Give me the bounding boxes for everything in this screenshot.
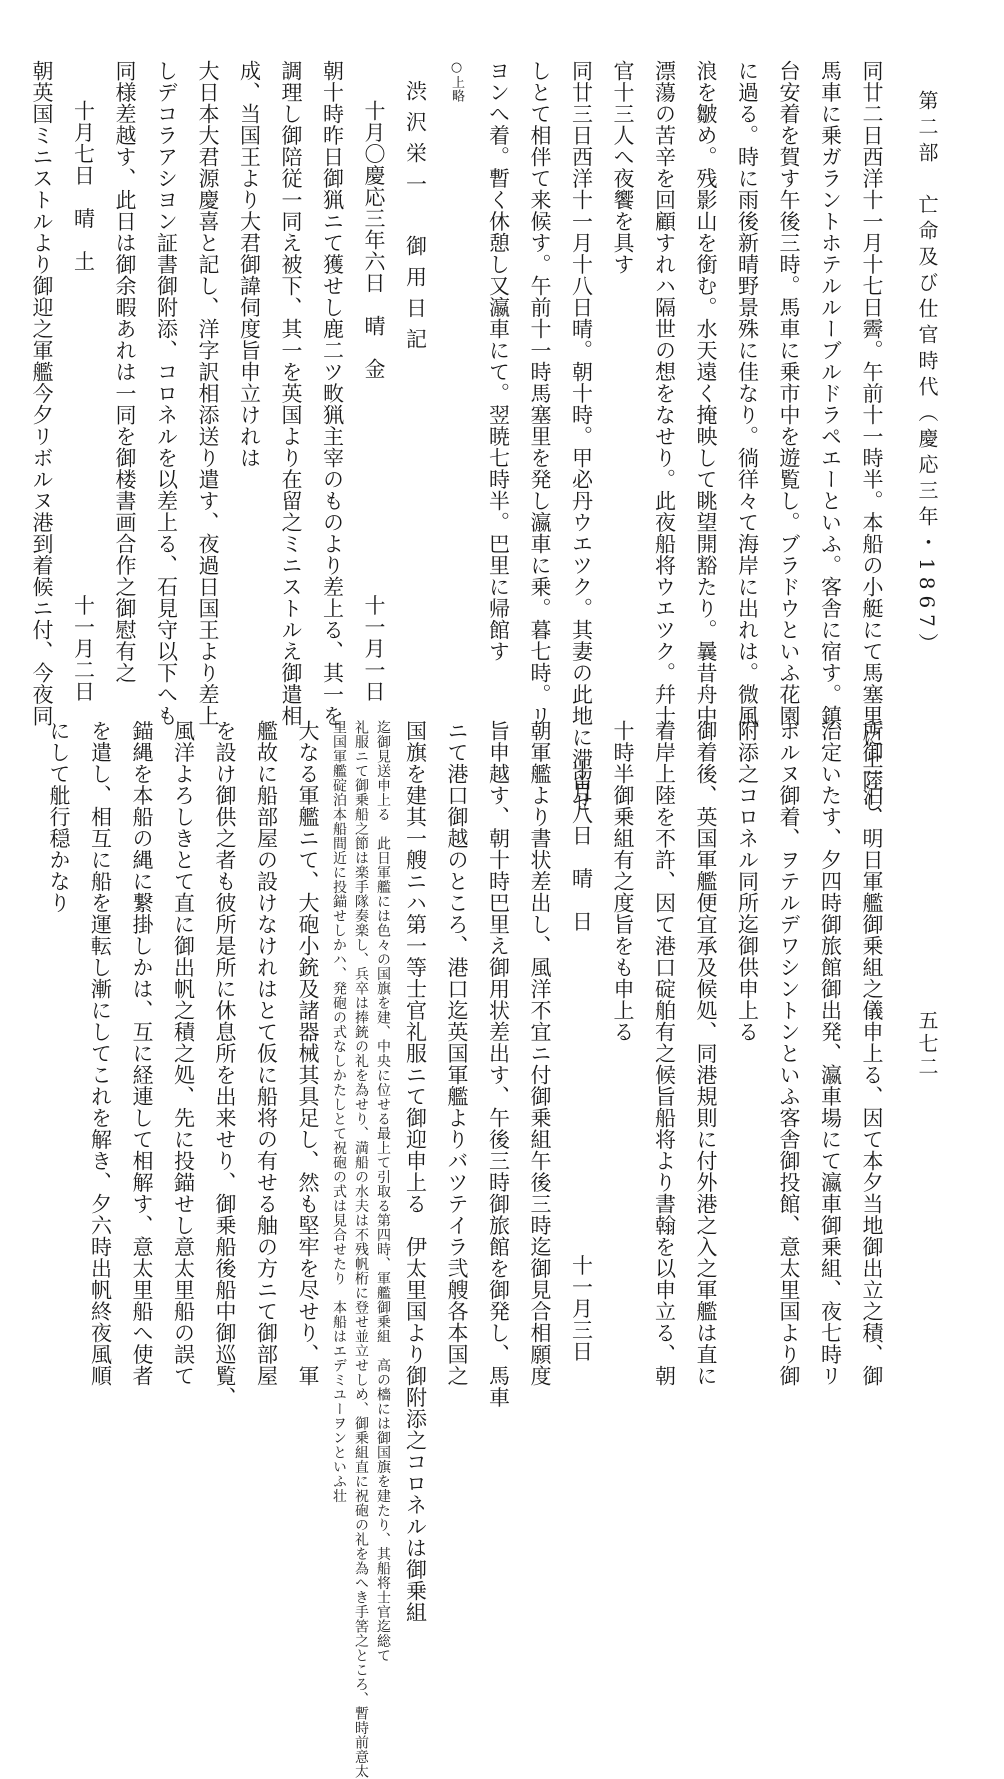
text-line: 官十三人へ夜饗を具す <box>611 60 635 275</box>
text-line: 漂蕩の苦辛を回顧すれハ隔世の想をなせり。此夜船将ウエツク。幷士 <box>652 60 677 727</box>
text-line: 台安着を賀す午後三時。馬車に乗市中を遊覧し。ブラドウといふ花園 <box>777 60 801 727</box>
text-line: ニて港口御越のところ、港口迄英国軍艦よりバツテイラ弐艘各本国之 <box>445 720 469 1387</box>
text-line: に過る。時に雨後新晴野景殊に佳なり。徜徉々て海岸に出れは。微風 <box>735 60 760 727</box>
text-line: ボルヌ御着、ヲテルデワシントンといふ客舎御投館、意太里国より御 <box>777 720 801 1387</box>
text-line: 風洋よろしきとて直に御出帆之積之処、先に投錨せし意太里船の誤て <box>171 720 196 1387</box>
page-number: 五七二 <box>915 1010 939 1079</box>
lower-text-block <box>38 720 893 1779</box>
annotation-line: 里国軍艦碇泊本船間近に投錨せしかハ、発砲の式なしかたしとて祝砲の式は見合せたり 本船はエデミユーヲンといふ壮 <box>331 720 347 1503</box>
text-line: 朝軍艦より書状差出し、風洋不宜ニ付御乗組午後三時迄御見合相願度 <box>528 720 552 1387</box>
annotation-line: 礼服ニて御乗船之節は楽手隊奏楽し、兵卒は捧銃の礼を為せり、満船の水夫は不残帆桁に登せ並立せしめ、御乗組直に祝砲の礼を為へき手筈之ところ、暫時前意太 <box>353 720 369 1779</box>
text-line: ヨンへ着。暫く休憩し又瀛車にて。翌暁七時半。巴里に帰館す <box>486 60 511 662</box>
text-line: 附添之コロネル同所迄御供申上る <box>735 720 760 1043</box>
upper-text-block <box>21 60 893 813</box>
text-line: を設け御供之者も彼所是所に休息所を出来せり、御乗船後船中御巡覧、 <box>213 720 237 1408</box>
running-header: 第二部 亡命及び仕官時代（慶応三年・1867） <box>915 90 939 659</box>
text-line: 国旗を建其一艘ニハ第一等士官礼服ニて御迎申上る 伊太里国より御附添之コロネルは御乗組 <box>403 720 428 1623</box>
text-line: 十時半御乗組有之度旨をも申上る <box>611 720 635 1043</box>
text-line: しとて相伴て来候す。午前十一時馬塞里を発し瀛車に乗。暮七時。リ <box>528 60 552 727</box>
text-line: 馬車に乗ガラントホテルルーブルドラペエーといふ。客舎に宿す。鎮 <box>818 60 843 727</box>
text-line: 調理し御陪従一同え被下、其一を英国より在留之ミニストルえ御遣相 <box>279 60 303 727</box>
text-line: 錨縄を本船の縄に繋掛しかは、互に経連して相解す、意太里船へ使者 <box>130 720 154 1387</box>
text-line: 浪を皺め。残影山を銜む。水天遠く掩映して眺望開豁たり。曩昔舟中 <box>694 60 718 727</box>
annotation-line: 迄御見送申上る 此日軍艦には色々の国旗を建、中央に位せる最上て引取る第四時、軍艦御乗組 高の檣には御国旗を建たり、其船将士官迄総て <box>375 720 391 1663</box>
text-line: 艦故に船部屋の設けなけれはとて仮に船将の有せる舳の方ニて御部屋 <box>254 720 279 1387</box>
text-line: を遣し、相互に船を運転し漸にしてこれを解き、夕六時出帆終夜風順 <box>88 720 113 1387</box>
text-line: 同様差越す、此日は御余暇あれは一同を御楼書画合作之御慰有之 <box>113 60 137 684</box>
section-heading: 渋沢栄一 御用日記 <box>403 80 428 359</box>
text-line: 大日本大君源慶喜と記し、洋字訳相添送り遣す、夜過日国王より差上 <box>196 60 220 727</box>
text-line: 朝十時昨日御猟ニて獲せし鹿二ツ畋猟主宰のものより差上る、其一を <box>320 60 345 727</box>
text-line: 治定いたす、夕四時御旅館御出発、瀛車場にて瀛車御乗組、夜七時リ <box>818 720 843 1387</box>
text-line: 旨申越す、朝十時巴里え御用状差出す、午後三時御旅館を御発し、馬車 <box>486 720 511 1408</box>
text-line: 所御一泊、明日軍艦御乗組之儀申上る、因て本夕当地御出立之積、御 <box>860 720 884 1387</box>
text-line: にして舭行穏かなり <box>47 720 71 914</box>
text-line: 大なる軍艦ニて、大砲小銃及諸器械其具足し、然も堅牢を尽せり、軍 <box>296 720 320 1387</box>
text-line: 同廿二日西洋十一月十七日霽。午前十一時半。本船の小艇にて馬塞里に上陸し <box>860 60 884 813</box>
diary-date-line: 十月八日 晴 日 十一月三日 <box>569 760 594 1362</box>
diary-date-line: 十月七日 晴 土 十一月二日 <box>71 100 96 702</box>
text-line: 朝英国ミニストルより御迎之軍艦今夕リボルヌ港到着候ニ付、今夜同 <box>30 60 54 727</box>
text-line: しデコラアシヨン証書御附添、コロネルを以差上る、石見守以下へも <box>154 60 179 727</box>
text-line: 御着後、英国軍艦便宜承及候処、同港規則に付外港之入之軍艦は直に <box>694 720 718 1387</box>
text-line: 着岸上陸を不許、因て港口碇舶有之候旨船将より書翰を以申立る、朝 <box>652 720 677 1387</box>
elision-mark: ○上略 <box>449 60 464 103</box>
text-line: 同廿三日西洋十一月十八日晴。朝十時。甲必丹ウエツク。其妻の此地に滞留せ <box>569 60 594 813</box>
text-line: 成、当国王より大君御諱伺度旨申立けれは <box>237 60 262 469</box>
diary-date-line: 十月〇慶応三年六日 晴 金 十一月一日 <box>362 100 386 702</box>
